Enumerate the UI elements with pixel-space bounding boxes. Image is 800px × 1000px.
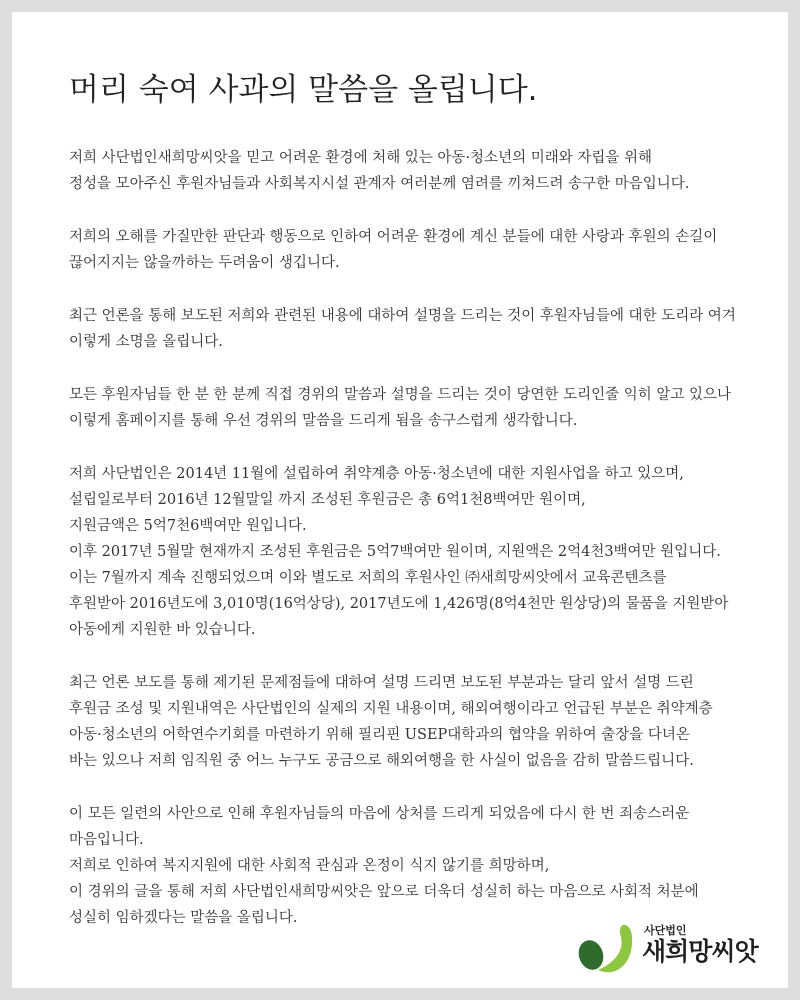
- text-line: 아동에게 지원한 바 있습니다.: [69, 622, 256, 638]
- paragraph-5: [69, 461, 789, 643]
- text-line: 저희로 인하여 복지지원에 대한 사회적 관심과 온정이 식지 않기를 희망하며,: [69, 858, 550, 874]
- organization-logo: [576, 922, 766, 978]
- text-line: 아동·청소년의 어학연수기회를 마련하기 위해 필리핀 USEP대학과의 협약을 위하여 출장을 다녀온: [69, 727, 690, 743]
- text-line: 이 모든 일련의 사안으로 인해 후원자님들의 마음에 상처를 드리게 되었음에 다시 한 번 죄송스러운: [69, 806, 690, 822]
- text-line: 이는 7월까지 계속 진행되었으며 이와 별도로 저희의 후원사인 ㈜새희망씨앗에서 교육콘텐츠를: [69, 570, 667, 586]
- text-line: 바는 있으나 저희 임직원 중 어느 누구도 공금으로 해외여행을 한 사실이 없음을 감히 말씀드립니다.: [69, 753, 694, 769]
- seed-logo-icon: [576, 922, 638, 978]
- text-line: 최근 언론 보도를 통해 제기된 문제점들에 대하여 설명 드리면 보도된 부분과는 달리 앞서 설명 드린: [69, 675, 694, 691]
- letter-body: [69, 145, 789, 958]
- text-line: 저희의 오해를 가질만한 판단과 행동으로 인하여 어려운 환경에 계신 분들에 대한 사랑과 후원의 손길이: [69, 229, 718, 245]
- page-title: 머리 숙여 사과의 말씀을 올립니다.: [69, 72, 538, 108]
- paragraph-3: [69, 303, 789, 355]
- text-line: 저희 사단법인새희망씨앗을 믿고 어려운 환경에 처해 있는 아동·청소년의 미래와 자립을 위해: [69, 150, 652, 166]
- text-line: 후원받아 2016년도에 3,010명(16억상당), 2017년도에 1,426명(8억4천만 원상당)의 물품을 지원받아: [69, 596, 729, 612]
- logo-subtitle: 사단법인: [644, 924, 687, 937]
- paragraph-2: [69, 224, 789, 276]
- text-line: 성실히 임하겠다는 말씀을 올립니다.: [69, 910, 298, 926]
- text-line: 후원금 조성 및 지원내역은 사단법인의 실제의 지원 내용이며, 해외여행이라고 언급된 부분은 취약계층: [69, 701, 713, 717]
- text-line: 정성을 모아주신 후원자님들과 사회복지시설 관계자 여러분께 염려를 끼쳐드려 송구한 마음입니다.: [69, 176, 690, 192]
- text-line: 마음입니다.: [69, 832, 144, 848]
- logo-name: 새희망씨앗: [642, 937, 758, 966]
- text-line: 지원금액은 5억7천6백여만 원입니다.: [69, 518, 307, 534]
- text-line: 이렇게 소명을 올립니다.: [69, 334, 223, 350]
- paragraph-4: [69, 382, 789, 434]
- text-line: 최근 언론을 통해 보도된 저희와 관련된 내용에 대하여 설명을 드리는 것이 후원자님들에 대한 도리라 여겨: [69, 308, 736, 324]
- text-line: 이후 2017년 5월말 현재까지 조성된 후원금은 5억7백여만 원이며, 지원액은 2억4천3백여만 원입니다.: [69, 544, 721, 560]
- paragraph-6: [69, 670, 789, 774]
- seed-dark-icon: [576, 937, 607, 973]
- leaf-light-icon: [598, 925, 632, 972]
- text-line: 이 경위의 글을 통해 저희 사단법인새희망씨앗은 앞으로 더욱더 성실히 하는 마음으로 사회적 처분에: [69, 884, 699, 900]
- text-line: 이렇게 홈페이지를 통해 우선 경위의 말씀을 드리게 됨을 송구스럽게 생각합니다.: [69, 413, 578, 429]
- paragraph-7: [69, 801, 789, 931]
- text-line: 모든 후원자님들 한 분 한 분께 직접 경위의 말씀과 설명을 드리는 것이 당연한 도리인줄 익히 알고 있으나: [69, 387, 732, 403]
- text-line: 끊어지지는 않을까하는 두려움이 생깁니다.: [69, 255, 340, 271]
- text-line: 저희 사단법인은 2014년 11월에 설립하여 취약계층 아동·청소년에 대한 지원사업을 하고 있으며,: [69, 466, 684, 482]
- text-line: 설립일로부터 2016년 12월말일 까지 조성된 후원금은 총 6억1천8백여만 원이며,: [69, 492, 586, 508]
- paragraph-1: [69, 145, 789, 197]
